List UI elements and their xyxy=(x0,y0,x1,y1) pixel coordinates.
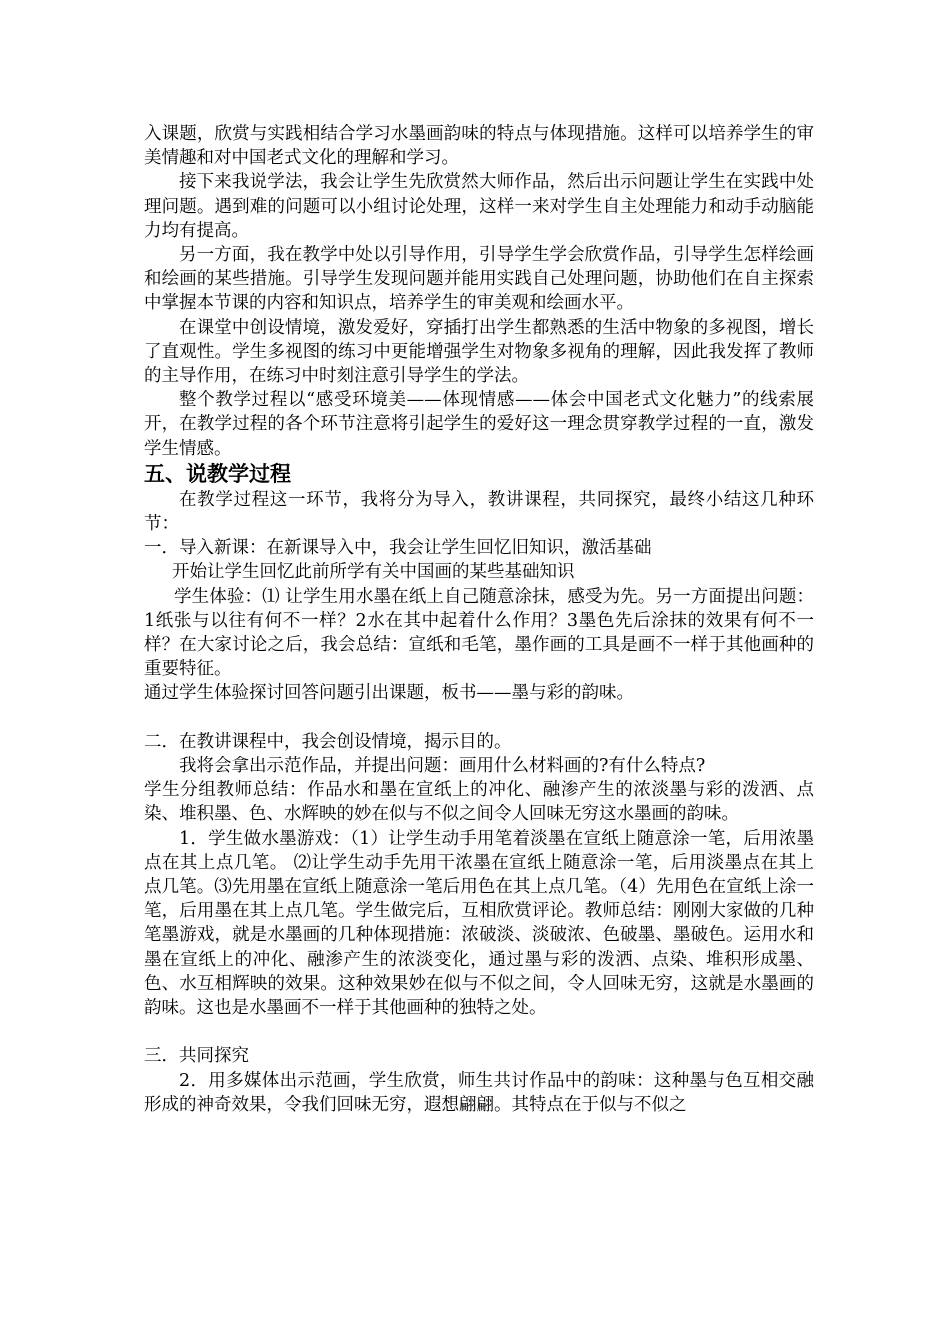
document-body xyxy=(144,122,814,1117)
section-1-title: 一．导入新课：在新课导入中，我会让学生回忆旧知识，激活基础 xyxy=(144,538,652,559)
section-1-paragraph-2: 学生体验：⑴ 让学生用水墨在纸上自己随意涂抹，感受为先。另一方面提出问题：1纸张与以往有何不一样？2水在其中起着什么作用？3墨色先后涂抹的效果有何不一样？在大家讨论之后，我会总结：宣纸和毛笔，墨作画的工具是画不一样于其他画种的重要特征。 xyxy=(144,586,814,680)
paragraph-study-method: 接下来我说学法，我会让学生先欣赏然大师作品，然后出示问题让学生在实践中处理问题。遇到难的问题可以小组讨论处理，这样一来对学生自主处理能力和动手动脑能力均有提高。 xyxy=(144,172,814,241)
section-3-title: 三．共同探究 xyxy=(144,1046,249,1067)
blank-line xyxy=(144,1020,814,1044)
paragraph-intro-continued: 入课题，欣赏与实践相结合学习水墨画韵味的特点与体现措施。这样可以培养学生的审美情趣和对中国老式文化的理解和学习。 xyxy=(144,124,814,169)
section-1-paragraph-3: 通过学生体验探讨回答问题引出课题，板书——墨与彩的韵味。 xyxy=(144,683,634,704)
section-2-paragraph-3: 1．学生做水墨游戏：（1）让学生动手用笔着淡墨在宣纸上随意涂一笔，后用浓墨点在其上点几笔。 ⑵让学生动手先用干浓墨在宣纸上随意涂一笔，后用淡墨点在其上点几笔。⑶先用墨在宣纸上随意涂一笔后用色在其上点几笔。（4）先用色在宣纸上涂一笔，后用墨在其上点几笔。学生做完后，互相欣赏评论。教师总结：刚刚大家做的几种笔墨游戏，就是水墨画的几种体现措施：浓破淡、淡破浓、色破墨、墨破色。运用水和墨在宣纸上的冲化、融渗产生的浓淡变化，通过墨与彩的泼洒、点染、堆积形成墨、色、水互相辉映的效果。这种效果妙在似与不似之间，令人回味无穷，这就是水墨画的韵味。这也是水墨画不一样于其他画种的独特之处。 xyxy=(144,828,814,1019)
paragraph-guidance: 另一方面，我在教学中处以引导作用，引导学生学会欣赏作品，引导学生怎样绘画和绘画的某些措施。引导学生发现问题并能用实践自己处理问题，协助他们在自主探索中掌握本节课的内容和知识点，培养学生的审美观和绘画水平。 xyxy=(144,245,814,314)
paragraph-situation: 在课堂中创设情境，激发爱好，穿插打出学生都熟悉的生活中物象的多视图，增长了直观性。学生多视图的练习中更能增强学生对物象多视角的理解，因此我发挥了教师的主导作用，在练习中时刻注意引导学生的学法。 xyxy=(144,317,814,387)
section-2-title: 二．在教讲课程中，我会创设情境，揭示目的。 xyxy=(144,731,512,752)
section-1-paragraph-1: 开始让学生回忆此前所学有关中国画的某些基础知识 xyxy=(172,562,575,583)
section-2-paragraph-1: 我将会拿出示范作品，并提出问题：画用什么材料画的?有什么特点? xyxy=(179,756,706,777)
section-2-paragraph-2: 学生分组教师总结：作品水和墨在宣纸上的冲化、融渗产生的浓淡墨与彩的泼洒、点染、堆积墨、色、水辉映的妙在似与不似之间令人回味无穷这水墨画的韵味。 xyxy=(144,780,814,825)
paragraph-process-overview: 在教学过程这一环节，我将分为导入，教讲课程，共同探究，最终小结这几种环节： xyxy=(144,489,814,535)
paragraph-whole-process: 整个教学过程以“感受环境美——体现情感——体会中国老式文化魅力”的线索展开，在教学过程的各个环节注意将引起学生的爱好这一理念贯穿教学过程的一直，激发学生情感。 xyxy=(144,390,814,459)
section-heading: 五、说教学过程 xyxy=(144,461,291,486)
section-3-paragraph-1: 2．用多媒体出示范画，学生欣赏，师生共讨作品中的韵味：这种墨与色互相交融形成的神奇效果，令我们回味无穷，遐想翩翩。其特点在于似与不似之 xyxy=(144,1070,814,1115)
blank-line xyxy=(144,706,814,730)
